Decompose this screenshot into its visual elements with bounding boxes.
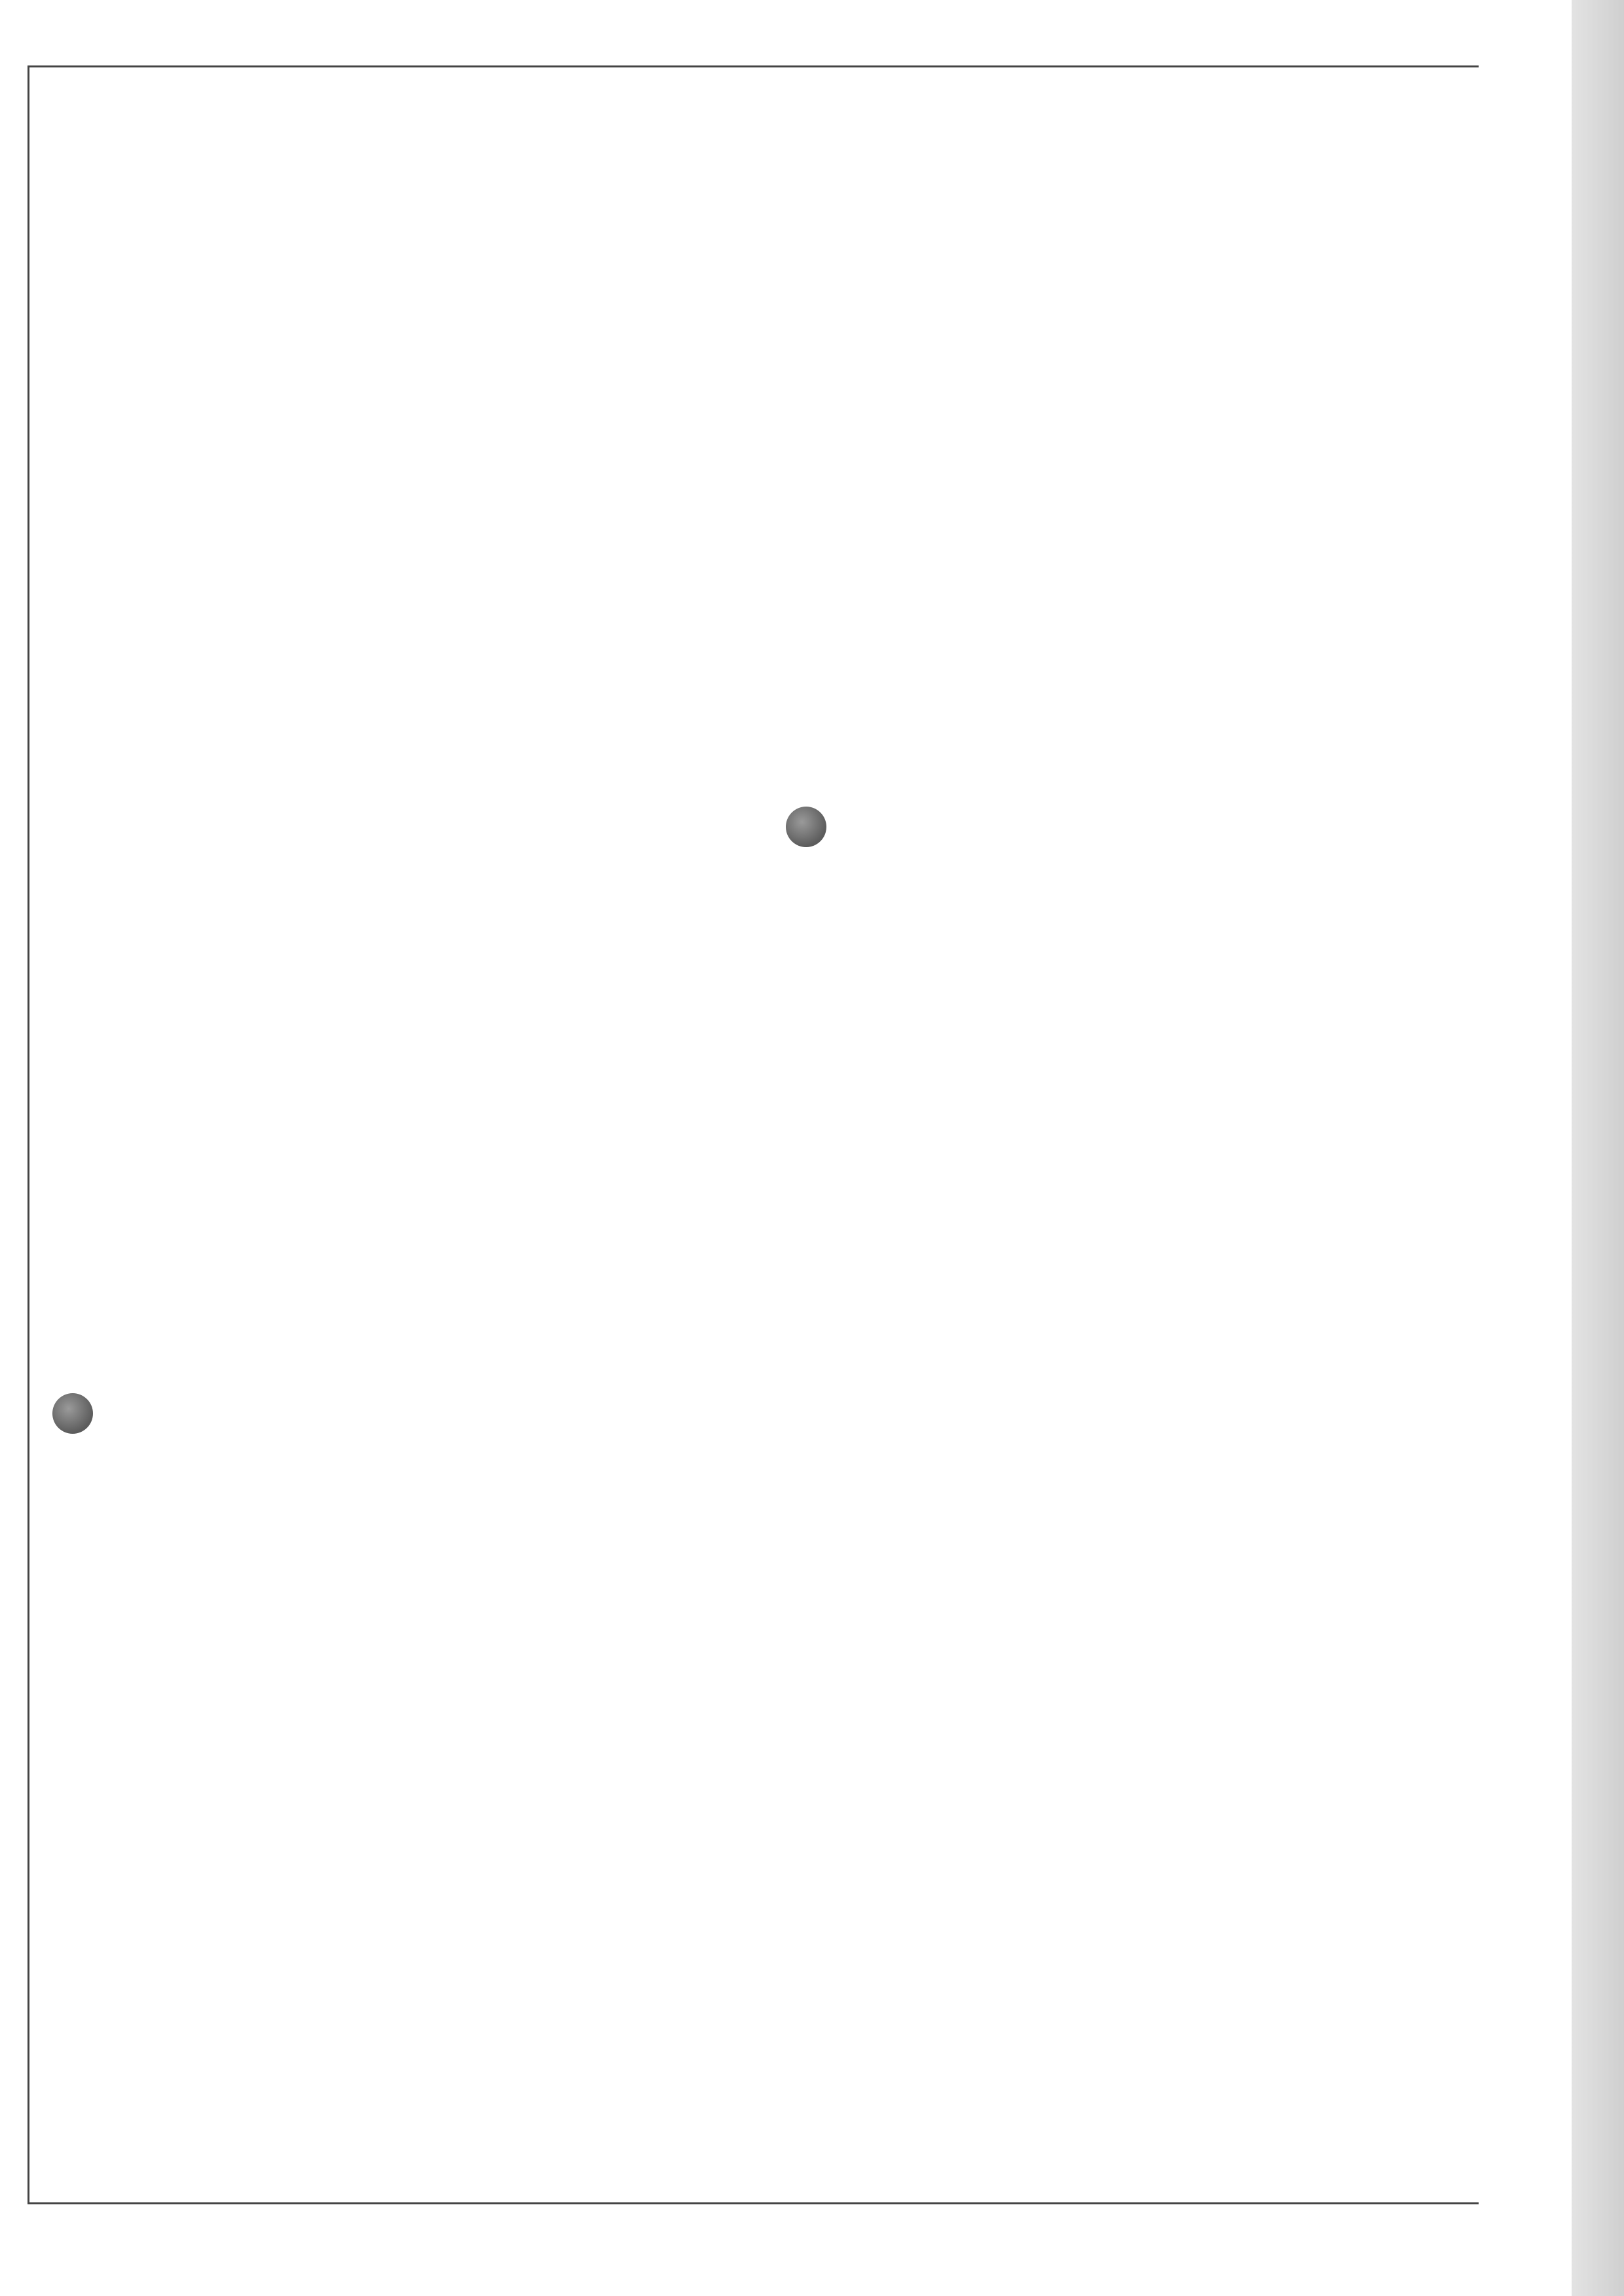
scan-dot-artifact [786, 807, 826, 847]
investment-table [28, 65, 1479, 2204]
page-edge-shadow [1572, 0, 1624, 2296]
table-left-border [28, 2202, 1479, 2204]
table-top-border [28, 65, 29, 2204]
scan-dot-artifact [52, 1393, 93, 1434]
table-right-border [28, 65, 1479, 67]
